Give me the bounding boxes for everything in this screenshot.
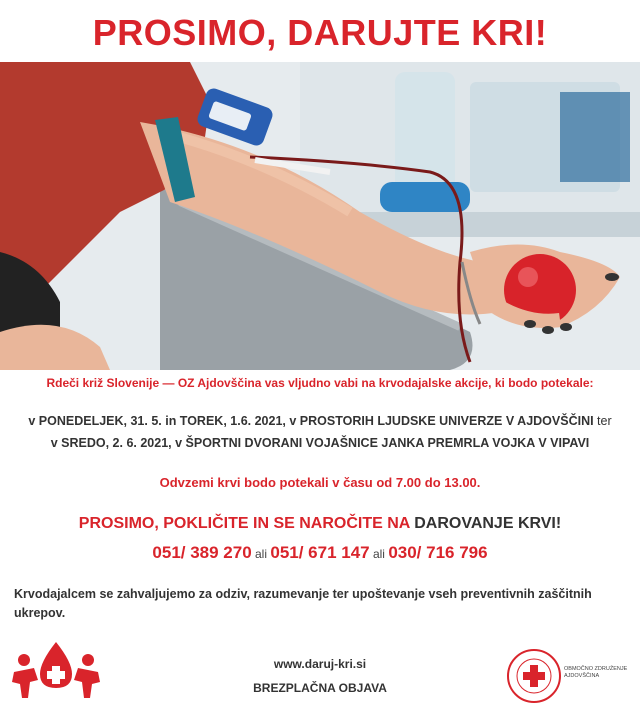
schedule-line-2: v SREDO, 2. 6. 2021, v ŠPORTNI DVORANI VOJAŠNICE JANKA PREMRLA VOJKA V VIPAVI	[50, 436, 590, 450]
time-note: Odvzemi krvi bodo potekali v času od 7.00 do 13.00.	[159, 475, 481, 490]
call-dark-text: DAROVANJE KRVI!	[414, 515, 562, 532]
org-text: OBMOČNO ZDRUŽENJE AJDOVŠČINA	[564, 666, 628, 679]
red-cross-icon	[506, 648, 562, 704]
phone-1[interactable]: 051/ 389 270	[152, 543, 252, 562]
phone-2[interactable]: 051/ 671 147	[270, 543, 370, 562]
intro-text: Rdeči križ Slovenije — OZ Ajdovščina vas vljudno vabi na krvodajalske akcije, ki bodo potekale:	[46, 376, 594, 390]
phone-separator-2: ali	[369, 547, 389, 561]
schedule-line-1-suffix: ter	[593, 414, 612, 428]
thanks-text: Krvodajalcem se zahvaljujemo za odziv, razumevanje ter upoštevanje vseh preventivnih zaščitnih ukrepov.	[14, 587, 592, 620]
phone-separator-1: ali	[251, 547, 271, 561]
schedule-line-1	[0, 414, 640, 428]
page-title: PROSIMO, DARUJTE KRI!	[92, 12, 548, 53]
call-red-text: PROSIMO, POKLIČITE IN SE NAROČITE NA	[78, 515, 415, 532]
red-cross-logo	[506, 648, 630, 704]
call-to-action	[0, 515, 640, 533]
blood-donation-photo	[0, 62, 640, 370]
schedule-line-1-text: v PONEDELJEK, 31. 5. in TOREK, 1.6. 2021, v PROSTORIH LJUDSKE UNIVERZE V AJDOVŠČINI	[28, 414, 594, 428]
phone-numbers	[0, 543, 640, 563]
free-notice: BREZPLAČNA OBJAVA	[253, 681, 387, 695]
website-link[interactable]: www.daruj-kri.si	[273, 657, 367, 671]
phone-3[interactable]: 030/ 716 796	[388, 543, 488, 562]
